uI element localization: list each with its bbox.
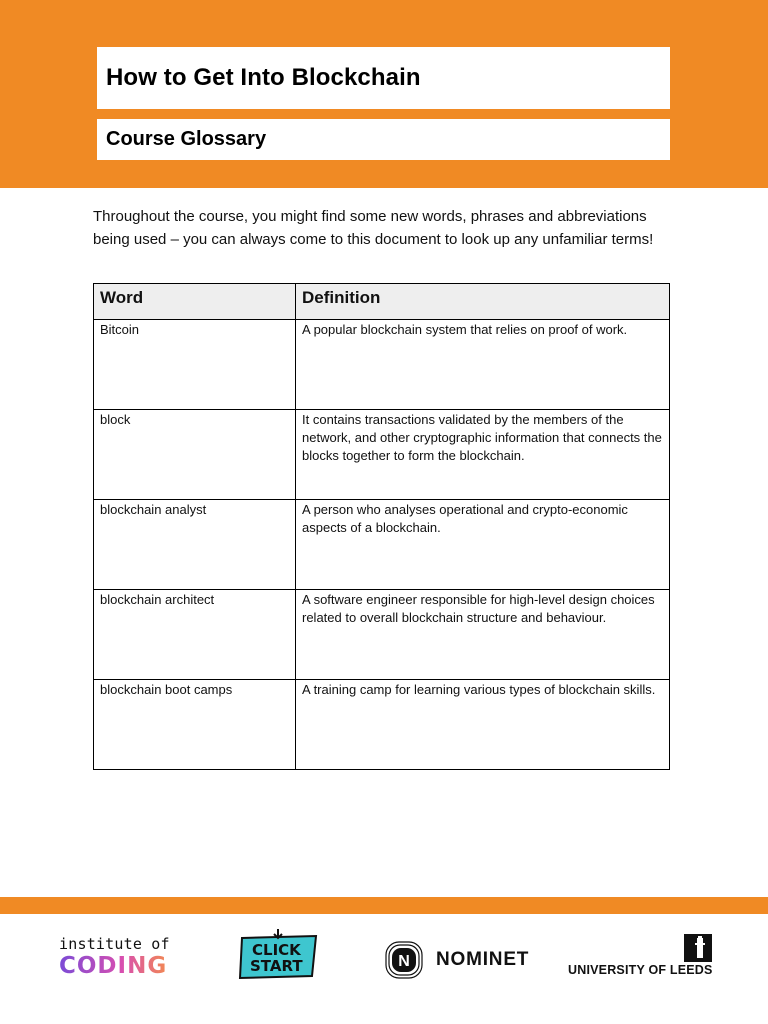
ioc-line1: institute of [59, 935, 170, 953]
title-box [97, 47, 670, 109]
leeds-tower-icon [684, 934, 712, 962]
table-row [94, 410, 670, 500]
click-start-badge-icon [238, 928, 318, 980]
institute-of-coding-logo [59, 936, 199, 980]
header-word: Word [94, 284, 296, 320]
definition-cell: A person who analyses operational and crypto-economic aspects of a blockchain. [296, 500, 670, 590]
word-cell: blockchain architect [94, 590, 296, 680]
nominet-wordmark: NOMINET [436, 949, 530, 970]
definition-cell: A popular blockchain system that relies on proof of work. [296, 320, 670, 410]
click-start-line2: START [250, 957, 303, 975]
definition-cell: It contains transactions validated by the members of the network, and other cryptographic information that connects the blocks together to form the blockchain. [296, 410, 670, 500]
definition-cell: A software engineer responsible for high-level design choices related to overall blockchain structure and behaviour. [296, 590, 670, 680]
intro-paragraph: Throughout the course, you might find some new words, phrases and abbreviations being used – you can always come to this document to look up any unfamiliar terms! [93, 208, 654, 248]
header-definition: Definition [296, 284, 670, 320]
university-of-leeds-logo [566, 933, 716, 981]
glossary-table [93, 283, 670, 770]
click-start-logo [238, 928, 318, 980]
nominet-badge-letter: N [398, 953, 410, 970]
footer-band [0, 897, 768, 914]
word-cell: blockchain analyst [94, 500, 296, 590]
document-title: How to Get Into Blockchain [106, 64, 421, 91]
definition-cell: A training camp for learning various types of blockchain skills. [296, 680, 670, 770]
word-cell: Bitcoin [94, 320, 296, 410]
table-row [94, 680, 670, 770]
table-row [94, 500, 670, 590]
click-start-line1: CLICK [252, 941, 301, 959]
word-cell: block [94, 410, 296, 500]
table-row [94, 590, 670, 680]
document-subtitle: Course Glossary [106, 128, 267, 150]
table-header-row [94, 284, 670, 320]
subtitle-box [97, 119, 670, 160]
table-row [94, 320, 670, 410]
word-cell: blockchain boot camps [94, 680, 296, 770]
leeds-wordmark: UNIVERSITY OF LEEDS [568, 963, 713, 977]
nominet-logo [384, 938, 544, 982]
nominet-badge-icon [384, 940, 424, 980]
ioc-line2: CODING [59, 953, 199, 979]
